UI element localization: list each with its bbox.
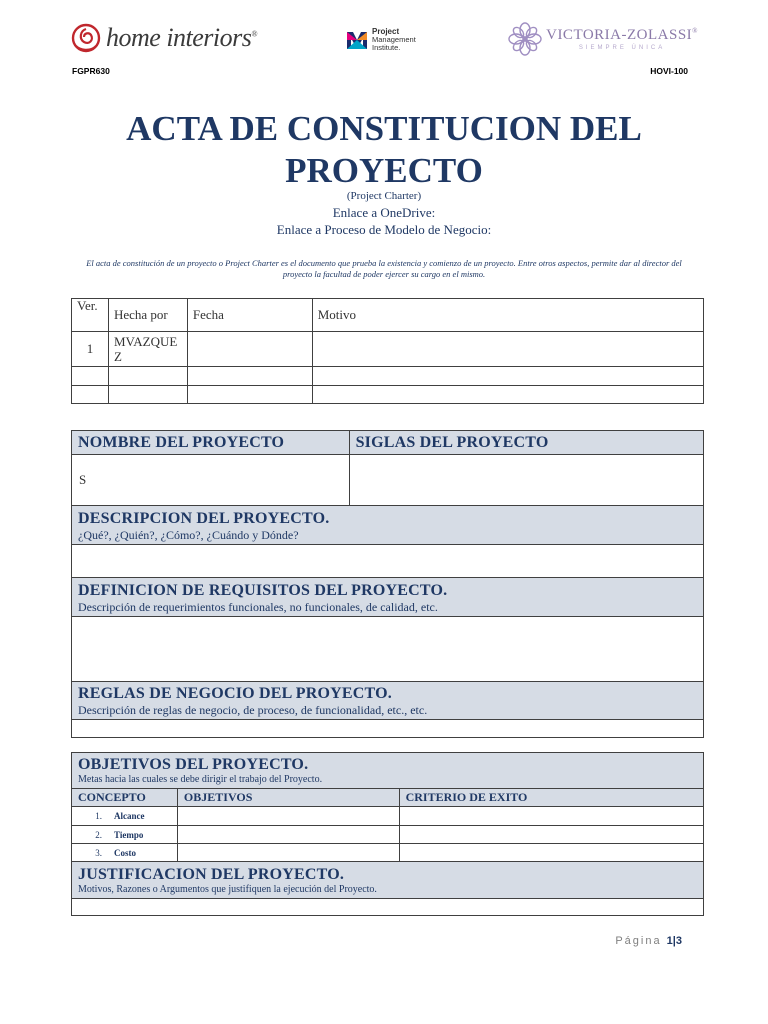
page-total: 3	[675, 935, 682, 947]
criteria-scope-cell[interactable]	[399, 807, 703, 826]
business-model-link[interactable]: Enlace a Proceso de Modelo de Negocio:	[276, 222, 492, 237]
rev-cell[interactable]: MVAZQUEZ	[108, 332, 187, 367]
table-row	[72, 844, 704, 862]
table-row	[72, 332, 704, 367]
rev-cell[interactable]	[187, 386, 312, 404]
home-interiors-logo	[70, 22, 257, 54]
document-code-right: HOVI-100	[650, 66, 688, 76]
requirements-header	[72, 578, 704, 617]
document-code-left: FGPR630	[72, 66, 110, 76]
project-name-label: NOMBRE DEL PROYECTO	[78, 434, 285, 451]
justification-title: JUSTIFICACION DEL PROYECTO.	[78, 865, 345, 883]
rules-value[interactable]	[72, 720, 704, 738]
project-acronym-value[interactable]	[349, 455, 703, 506]
table-row	[72, 807, 704, 826]
project-acronym-header	[349, 431, 703, 455]
brand-right-name: VICTORIA-ZOLASSI	[546, 27, 693, 43]
description-value[interactable]	[72, 545, 704, 578]
page-number	[615, 935, 682, 947]
objectives-header	[72, 753, 704, 789]
rev-header-author: Hecha por	[108, 299, 187, 332]
description-header	[72, 506, 704, 545]
rose-icon	[70, 22, 102, 54]
objective-cost-cell[interactable]	[177, 844, 399, 862]
pmi-mark-icon	[346, 29, 368, 51]
project-acronym-label: SIGLAS DEL PROYECTO	[355, 434, 549, 451]
flower-icon	[508, 22, 542, 56]
justification-header	[72, 862, 704, 899]
table-row	[72, 386, 704, 404]
rev-cell[interactable]	[312, 332, 703, 367]
rev-cell[interactable]: 1	[72, 332, 109, 367]
revision-table	[71, 298, 704, 404]
objectives-col-criteria: CRITERIO DE EXITO	[399, 789, 703, 807]
rev-header-date: Fecha	[187, 299, 312, 332]
rev-header-reason: Motivo	[312, 299, 703, 332]
pmi-line-1: Project	[372, 27, 400, 36]
table-row	[72, 367, 704, 386]
criteria-cost-cell[interactable]	[399, 844, 703, 862]
brand-right-tagline: SIEMPRE ÚNICA	[578, 45, 666, 51]
concept-cost: 3. Costo	[72, 844, 178, 862]
revision-header-row	[72, 299, 704, 332]
concept-time: 2. Tiempo	[72, 826, 178, 844]
pmi-line-3: Institute.	[372, 43, 401, 52]
project-name-header	[72, 431, 350, 455]
brand-left-mark: ®	[251, 29, 257, 39]
page-current: 1	[666, 935, 673, 947]
rev-cell[interactable]	[72, 386, 109, 404]
justification-hint: Motivos, Razones o Argumentos que justifiquen la ejecución del Proyecto.	[78, 883, 377, 895]
criteria-time-cell[interactable]	[399, 826, 703, 844]
objectives-col-objectives: OBJETIVOS	[177, 789, 399, 807]
pmi-line-2: Management	[372, 35, 416, 44]
objective-scope-cell[interactable]	[177, 807, 399, 826]
onedrive-link[interactable]: Enlace a OneDrive:	[332, 205, 436, 220]
requirements-hint: Descripción de requerimientos funcionales, no funcionales, de calidad, etc.	[78, 599, 438, 614]
description-title: DESCRIPCION DEL PROYECTO.	[78, 509, 330, 527]
victoria-zolassi-logo	[508, 22, 698, 56]
requirements-value[interactable]	[72, 617, 704, 682]
justification-value[interactable]	[72, 899, 704, 916]
page-header	[70, 20, 698, 80]
objective-time-cell[interactable]	[177, 826, 399, 844]
page-subtitle: (Project Charter)	[346, 190, 422, 202]
objectives-table	[71, 752, 704, 916]
rev-cell[interactable]	[312, 367, 703, 386]
objectives-col-concept: CONCEPTO	[72, 789, 178, 807]
concept-scope: 1. Alcance	[72, 807, 178, 826]
rev-cell[interactable]	[108, 386, 187, 404]
rules-hint: Descripción de reglas de negocio, de proceso, de funcionalidad, etc., etc.	[78, 703, 428, 717]
page-separator: |	[672, 935, 676, 947]
rev-cell[interactable]	[72, 367, 109, 386]
page-label: Página	[615, 935, 662, 947]
objectives-hint: Metas hacia las cuales se debe dirigir el trabajo del Proyecto.	[78, 774, 323, 785]
project-name-value[interactable]: S	[72, 455, 350, 506]
rules-title: REGLAS DE NEGOCIO DEL PROYECTO.	[78, 685, 392, 702]
description-hint: ¿Qué?, ¿Quién?, ¿Cómo?, ¿Cuándo y Dónde?	[78, 527, 299, 542]
rev-cell[interactable]	[312, 386, 703, 404]
objectives-title: OBJETIVOS DEL PROYECTO.	[78, 756, 309, 773]
table-row	[72, 826, 704, 844]
brand-right-mark: ®	[692, 27, 698, 35]
project-info-table	[71, 430, 704, 738]
rules-header	[72, 682, 704, 720]
rev-cell[interactable]	[187, 367, 312, 386]
rev-cell[interactable]	[187, 332, 312, 367]
requirements-title: DEFINICION DE REQUISITOS DEL PROYECTO.	[78, 581, 448, 599]
page-title: ACTA DE CONSTITUCION DEL PROYECTO	[126, 109, 642, 190]
intro-paragraph: El acta de constitución de un proyecto o Project Charter es el documento que prueba la existencia y comienzo de un proyecto. Entre otros aspectos, permite dar al director del proyecto la facultad de poder ejercer su cargo en el mismo.	[86, 258, 682, 279]
brand-left-name: home interiors	[106, 23, 252, 52]
rev-header-version: Ver.	[72, 299, 109, 332]
pmi-logo	[346, 28, 416, 52]
rev-cell[interactable]	[108, 367, 187, 386]
